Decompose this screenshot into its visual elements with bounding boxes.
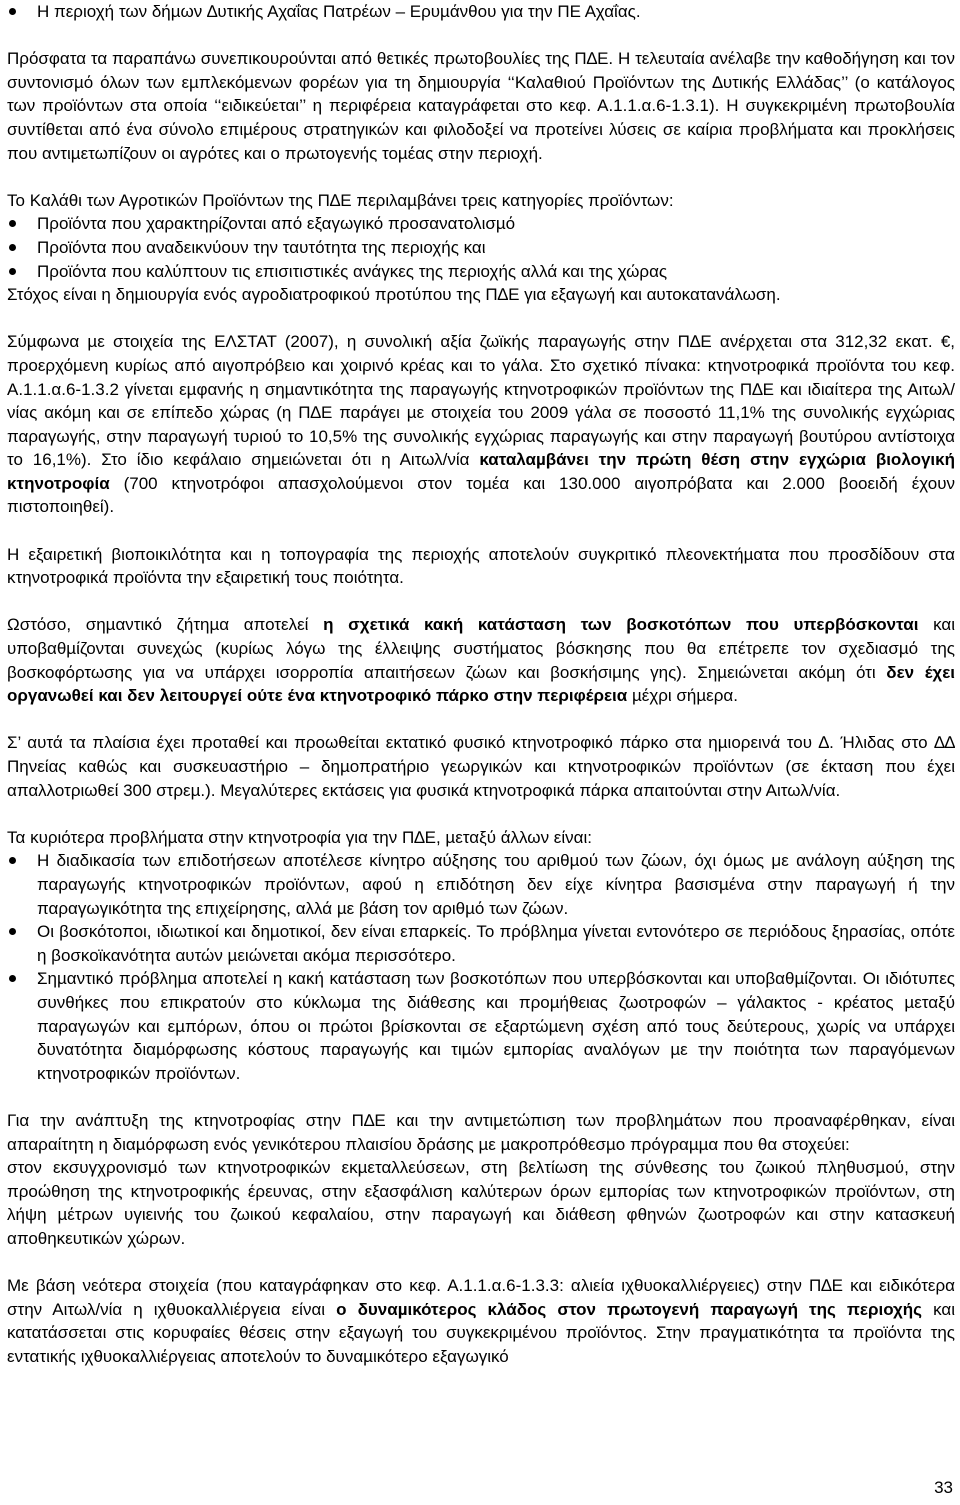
text-run: (700 κτηνοτρόφοι απασχολούµενοι στον τοµέα και 130.000 αιγοπρόβατα και 2.000 βοοειδή έχουν πιστοποιηθεί). bbox=[7, 473, 955, 517]
spacer bbox=[7, 24, 955, 48]
spacer bbox=[7, 802, 955, 826]
page-number: 33 bbox=[934, 1478, 953, 1497]
list-item: Σηµαντικό πρόβληµα αποτελεί η κακή κατάσταση των βοσκοτόπων που υπερβόσκονται και υποβαθµίζονται. Οι ιδιότυπες συνθήκες που επικρατούν στο κύκλωµα της διάθεσης και προµήθειας ζωοτροφών – γάλακτος - κρέατος µεταξύ παραγωγών και εµπόρων, όπου οι πρώτοι βρίσκονται σε εξαρτώµενη σχέση από τους δεύτερους, χωρίς να υπάρχει δυνατότητα διαµόρφωσης κόστους παραγωγής και τιµών εµπορίας αναλόγων µε την ποιότητα των παραγόµενων κτηνοτροφικών προϊόντων. bbox=[7, 967, 955, 1085]
paragraph-pastures bbox=[7, 613, 955, 707]
list-item: Η περιοχή των δήµων ∆υτικής Αχαΐας Πατρέων – Ερυµάνθου για την ΠΕ Αχαΐας. bbox=[7, 0, 955, 24]
list-item: Προϊόντα που καλύπτουν τις επισιτιστικές ανάγκες της περιοχής αλλά και της χώρας bbox=[7, 260, 955, 284]
text-run: Ωστόσο, σηµαντικό ζήτηµα αποτελεί bbox=[7, 615, 324, 635]
problems-list bbox=[7, 849, 955, 1085]
paragraph-biodiversity: Η εξαιρετική βιοποικιλότητα και η τοπογραφία της περιοχής αποτελούν συγκριτικό πλεονεκτήµατα που προσδίδουν στα κτηνοτροφικά προϊόντα την εξαιρετική τους ποιότητα. bbox=[7, 544, 955, 588]
spacer bbox=[7, 1250, 955, 1274]
basket-categories-list bbox=[7, 212, 955, 283]
text-run: και κατατάσσεται στις κορυφαίες θέσεις στην εξαγωγή του συγκεκριµένου προϊόντος. Στην πραγµατικότητα τα προϊόντα της εντατικής ιχθυοκαλλιέργειας αποτελούν το δυναµικότερο εξαγωγικό bbox=[7, 1299, 956, 1366]
paragraph-goal: Στόχος είναι η δηµιουργία ενός αγροδιατροφικού προτύπου της Π∆Ε για εξαγωγή και αυτοκατανάλωση. bbox=[7, 285, 781, 305]
paragraph-initiatives: Πρόσφατα τα παραπάνω συνεπικουρούνται από θετικές πρωτοβουλίες της Π∆Ε. Η τελευταία ανέλαβε την καθοδήγηση και τον συντονισµό όλων των εµπλεκόµενων φορέων για τη δηµιουργία ‘‘Καλαθιού Προϊόντων της ∆υτικής Ελλάδας’’ (ο κατάλογος των προϊόντων στα οποία ‘‘ειδικεύεται’’ η περιφέρεια καταγράφεται στο κεφ. Α.1.1.α.6-1.3.1). Η συγκεκριµένη πρωτοβουλία συντίθεται από ένα σύνολο επιµέρους στρατηγικών και φιλοδοξεί να προτείνει λύσεις σε καίρια προβλήµατα και προκλήσεις που αντιµετωπίζουν οι αγρότες και ο πρωτογενής τοµέας στην περιοχή. bbox=[7, 49, 955, 163]
spacer bbox=[7, 708, 955, 732]
bold-run: καταλαµβάνει την πρώτη θέση στην εγχώρια βιολογική κτηνοτροφία bbox=[7, 450, 955, 493]
bold-run: η σχετικά κακή κατάσταση των βοσκοτόπων που υπερβόσκονται bbox=[323, 615, 919, 635]
text-run: Σύµφωνα µε στοιχεία της ΕΛΣΤΑΤ (2007), η συνολική αξία ζωϊκής παραγωγής στην Π∆Ε ανέρχεται στα 312,32 εκατ. €, προερχόµενη κυρίως από αιγοπρόβειο και χοιρινό κρέας και το γάλα. Στο σχετικό πίνακα: κτηνοτροφικά προϊόντα του κεφ. Α.1.1.α.6-1.3.2 γίνεται εµφανής η σηµαντικότητα της παραγωγής κτηνοτροφικών προϊόντων της Π∆Ε και ιδιαίτερα της Αιτωλ/νίας ακόµη και σε επίπεδο χώρας (η Π∆Ε παράγει µε στοιχεία του 2009 γάλα σε ποσοστό 11,1% της συνολικής εγχώριας παραγωγής, στην παραγωγή τυριού το 10,5% της συνολικής εγχώριας παραγωγής και στην παραγωγή βουτύρου αντίστοιχα το 16,1%). Στο ίδιο κεφάλαιο σηµειώνεται ότι η Αιτωλ/νία bbox=[7, 332, 955, 470]
text-run: και υποβαθµίζονται συνεχώς (κυρίως λόγω της έλλειψης συστήµατος βόσκησης που θα επέτρεπε τον σχεδιασµό της βοσκοφόρτωσης για να υπάρχει ισορροπία απαιτήσεων ζώων και βοσκήσιµης γης). Σηµειώνεται ακόµη ότι bbox=[7, 615, 955, 682]
text-run: Με βάση νεότερα στοιχεία (που καταγράφηκαν στο κεφ. Α.1.1.α.6-1.3.3: αλιεία ιχθυοκαλλιέργειες) στην Π∆Ε και ειδικότερα στην Αιτωλ/νία η ιχθυοκαλλιέργεια είναι bbox=[7, 1276, 955, 1319]
paragraph-development-goals: στον εκσυγχρονισµό των κτηνοτροφικών εκµεταλλεύσεων, στη βελτίωση της σύνθεσης του ζωικού πληθυσµού, στην προώθηση της κτηνοτροφικής έρευνας, στην εξασφάλιση καλύτερων όρων εµπορίας των κτηνοτροφικών προϊόντων, στη λήψη µέτρων υγιεινής του ζωικού κεφαλαίου, στην παραγωγή και διάθεση φθηνών ζωοτροφών και στην κατασκευή αποθηκευτικών χώρων. bbox=[7, 1158, 955, 1248]
list-item: Η διαδικασία των επιδοτήσεων αποτέλεσε κίνητρο αύξησης του αριθµού των ζώων, όχι όµως με ανάλογη αύξηση της παραγωγής κτηνοτροφικών προϊόντων, αφού η επιδότηση δεν είχε κίνητρα βασισµένα στην παραγωγή ή την παραγωγικότητα της επιχείρησης, αλλά µε βάση τον αριθµό των ζώων. bbox=[7, 849, 955, 920]
spacer bbox=[7, 590, 955, 614]
paragraph-livestock-park: Σ’ αυτά τα πλαίσια έχει προταθεί και προωθείται εκτατικό φυσικό κτηνοτροφικό πάρκο στα ηµιορεινά του ∆. Ήλιδας στο ∆∆ Πηνείας καθώς και συσκευαστήριο – δηµοπρατήριο γεωργικών και κτηνοτροφικών προϊόντων (σε έκταση που έχει απαλλοτριωθεί 300 στρεµ.). Μεγαλύτερες εκτάσεις για φυσικά κτηνοτροφικά πάρκα απαιτούνται στην Αιτωλ/νία. bbox=[7, 733, 955, 800]
region-bullet-list bbox=[7, 0, 955, 24]
spacer bbox=[7, 307, 955, 331]
list-item: Προϊόντα που χαρακτηρίζονται από εξαγωγικό προσανατολισµό bbox=[7, 212, 955, 236]
spacer bbox=[7, 519, 955, 543]
spacer bbox=[7, 165, 955, 189]
paragraph-basket-intro: Το Καλάθι των Αγροτικών Προϊόντων της Π∆Ε περιλαµβάνει τρεις κατηγορίες προϊόντων: bbox=[7, 190, 674, 210]
list-item: Οι βοσκότοποι, ιδιωτικοί και δηµοτικοί, δεν είναι επαρκείς. Το πρόβληµα γίνεται εντονότερο σε περιόδους ξηρασίας, οπότε η βοσκοϊκανότητα αυτών µειώνεται ακόµα περισσότερο. bbox=[7, 920, 955, 967]
document-page bbox=[7, 0, 955, 1368]
paragraph-problems-intro: Τα κυριότερα προβλήµατα στην κτηνοτροφία για την Π∆Ε, µεταξύ άλλων είναι: bbox=[7, 827, 592, 847]
text-run: µέχρι σήµερα. bbox=[627, 686, 738, 706]
paragraph-development: Για την ανάπτυξη της κτηνοτροφίας στην Π∆Ε και την αντιµετώπιση των προβληµάτων που προαναφέρθηκαν, είναι απαραίτητη η διαµόρφωση ενός γενικότερου πλαισίου δράσης µε µακροπρόθεσµο πρόγραµµα που θα στοχεύει: bbox=[7, 1110, 955, 1154]
bold-run: δεν έχει οργανωθεί και δεν λειτουργεί ούτε ένα κτηνοτροφικό πάρκο στην περιφέρεια bbox=[7, 662, 955, 706]
spacer bbox=[7, 1085, 955, 1109]
list-item: Προϊόντα που αναδεικνύουν την ταυτότητα της περιοχής και bbox=[7, 236, 955, 260]
paragraph-elstat bbox=[7, 330, 955, 519]
paragraph-fish-farming bbox=[7, 1274, 955, 1368]
bold-run: ο δυναµικότερος κλάδος στον πρωτογενή παραγωγή της περιοχής bbox=[336, 1299, 923, 1319]
